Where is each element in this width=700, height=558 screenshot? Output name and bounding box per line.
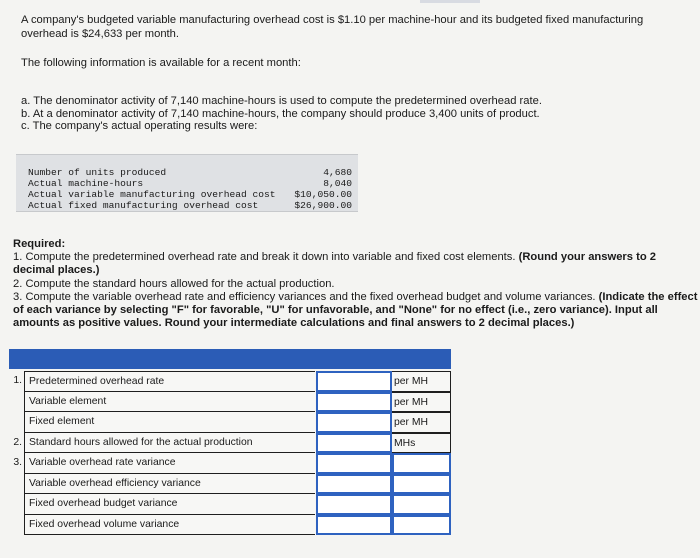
row-label: Fixed overhead volume variance [24,515,315,536]
table-row [9,453,451,474]
result-row [28,189,352,200]
requirement-1 [13,251,700,277]
table-row [9,474,451,495]
answer-input[interactable] [316,494,392,515]
result-row [28,200,352,211]
result-value: $26,900.00 [294,200,352,211]
row-number [9,392,24,413]
result-label: Actual machine-hours [28,178,144,189]
result-row [28,178,352,189]
row-number: 1. [13,375,22,386]
row-label: Variable overhead rate variance [24,453,315,474]
answer-table [9,349,451,532]
list-item-b: b. At a denominator activity of 7,140 machine-hours, the company should produce 3,400 units of product. [21,107,540,120]
row-number: 2. [13,436,22,448]
row-label: Fixed element [24,412,315,433]
problem-intro [21,13,671,41]
requirement-3-text: 3. Compute the variable overhead rate and efficiency variances and the fixed overhead budget and volume variances. [13,290,596,303]
effect-select[interactable] [392,453,451,474]
table-row [9,515,451,536]
effect-select[interactable] [392,515,451,536]
answer-input[interactable] [316,433,392,454]
effect-select[interactable] [392,494,451,515]
row-unit: MHs [392,433,451,454]
row-number [9,412,24,433]
effect-select[interactable] [392,474,451,495]
result-label: Number of units produced [28,167,167,178]
requirement-1-instruction: (Round your answers to 2 decimal places.) [13,251,656,277]
table-header-bar [9,349,451,369]
row-number [9,474,24,495]
requirement-1-text: 1. Compute the predetermined overhead rate and break it down into variable and fixed cost elements. [13,251,516,264]
answer-input[interactable] [316,371,392,392]
result-value: 8,040 [323,178,352,189]
answer-input[interactable] [316,515,392,536]
row-unit: per MH [392,371,451,392]
answer-input[interactable] [316,412,392,433]
intro-line-1: A company's budgeted variable manufacturing overhead cost is $1.10 per machine-hour and its budgeted fixed manufacturing [21,14,644,26]
list-item-a: a. The denominator activity of 7,140 machine-hours is used to compute the predetermined overhead rate. [21,95,542,107]
requirement-3 [13,291,700,331]
table-row [9,412,451,433]
table-row [9,494,451,515]
actual-results-box [16,154,358,212]
result-value: $10,050.00 [294,189,352,200]
table-row [9,371,451,392]
requirement-3-instruction: (Indicate the effect of each variance by selecting "F" for favorable, "U" for unfavorable, and "None" for no effect (i.e., zero variance). Input all amounts as positive values. Round your intermediate calculations and final answers to 2 decimal places.) [13,290,698,330]
row-label: Variable element [24,392,315,413]
row-label: Standard hours allowed for the actual production [24,433,315,454]
intro-line-2: overhead is $24,633 per month. [21,28,179,40]
result-label: Actual variable manufacturing overhead cost [28,189,276,200]
list-item-c: c. The company's actual operating results were: [21,120,258,132]
row-label: Fixed overhead budget variance [24,494,315,515]
row-label: Predetermined overhead rate [24,371,315,392]
top-edge-sliver [420,0,480,3]
answer-input[interactable] [316,392,392,413]
following-info-text: The following information is available for a recent month: [21,57,301,69]
row-number [9,494,24,515]
answer-input[interactable] [316,453,392,474]
result-value: 4,680 [323,167,352,178]
row-number: 3. [13,457,22,468]
row-unit: per MH [392,392,451,413]
result-row [28,167,352,178]
requirement-2: 2. Compute the standard hours allowed for the actual production. [13,277,335,290]
table-row [9,433,451,454]
table-row [9,392,451,413]
given-info-list [21,95,542,133]
answer-input[interactable] [316,474,392,495]
row-number [9,515,24,536]
row-unit: per MH [392,412,451,433]
result-label: Actual fixed manufacturing overhead cost [28,200,259,211]
row-label: Variable overhead efficiency variance [24,474,315,495]
required-heading: Required: [13,238,66,250]
required-section [13,238,700,330]
